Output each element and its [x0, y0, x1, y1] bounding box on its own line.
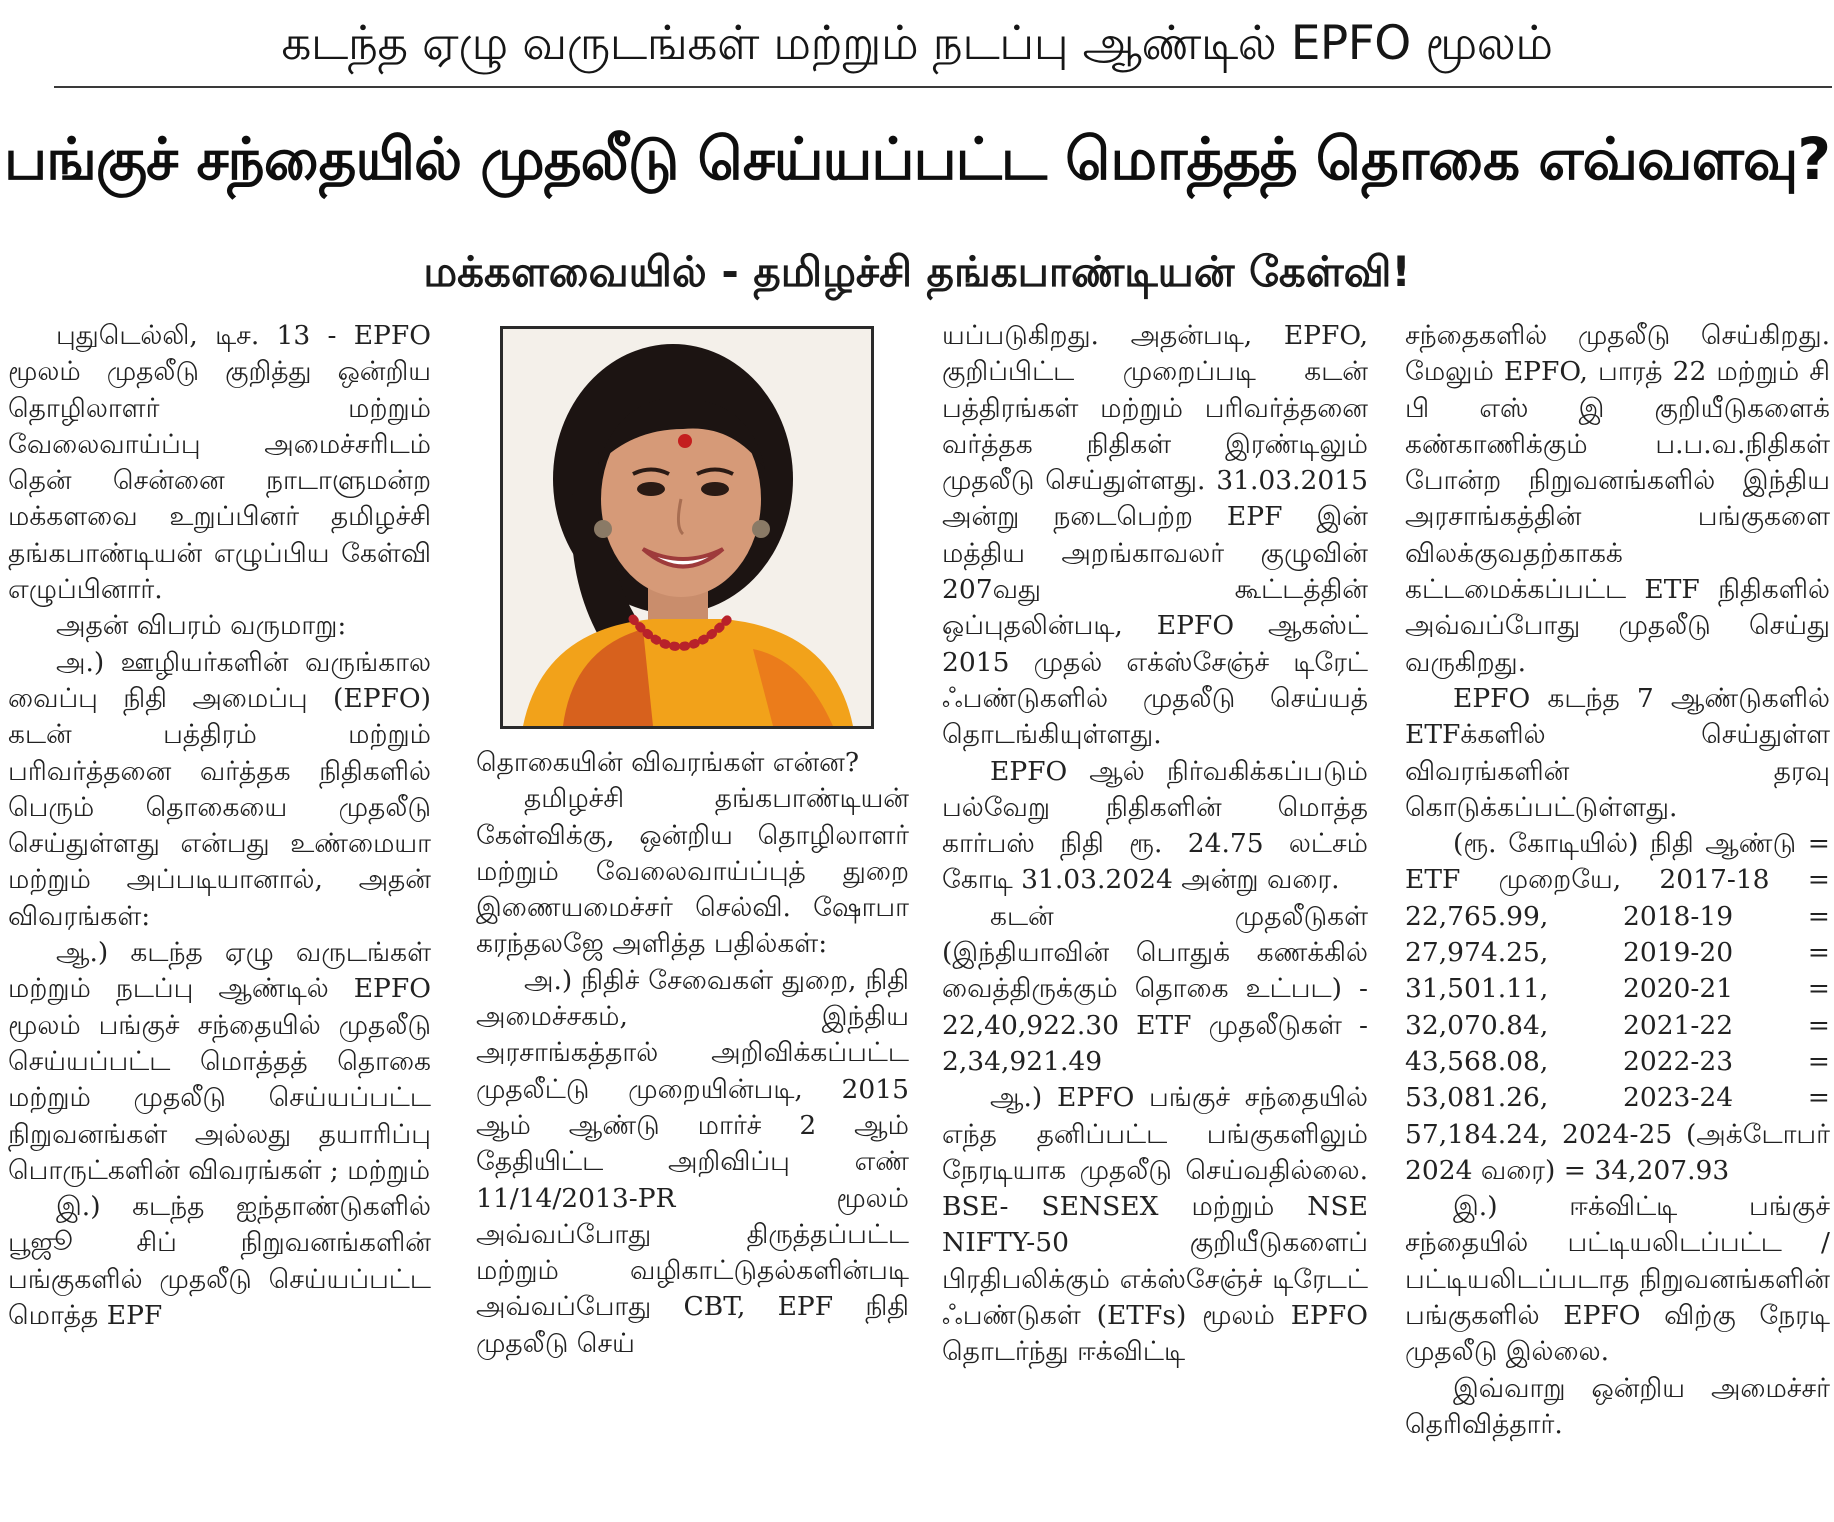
article-subhead: மக்களவையில் - தமிழச்சி தங்கபாண்டியன் கேள்வி!: [423, 247, 1411, 296]
kicker-divider: [54, 86, 1832, 88]
article-kicker: கடந்த ஏழு வருடங்கள் மற்றும் நடப்பு ஆண்டில் EPFO மூலம்: [281, 16, 1553, 71]
paragraph: (ரூ. கோடியில்) நிதி ஆண்டு = ETF முறையே, 2017-18 = 22,765.99, 2018-19 = 27,974.25, 2019-20 = 31,501.11, 2020-21 = 32,070.84, 2021-22 = 43,568.08, 2022-23 = 53,081.26, 2023-24 = 57,184.24, 2024-25 (அக்டோபர் 2024 வரை) = 34,207.93: [1405, 828, 1830, 1186]
paragraph: இவ்வாறு ஒன்றிய அமைச்சர் தெரிவித்தார்.: [1405, 1372, 1830, 1440]
paragraph: இ.) கடந்த ஐந்தாண்டுகளில் பூஜூ சிப் நிறுவனங்களின் பங்குகளில் முதலீடு செய்யப்பட்ட மொத்த EPF: [8, 1191, 431, 1332]
paragraph: அதன் விபரம் வருமாறு:: [56, 610, 347, 642]
paragraph: புதுடெல்லி, டிச. 13 - EPFO மூலம் முதலீடு குறித்து ஒன்றிய தொழிலாளர் மற்றும் வேலைவாய்ப்பு அமைச்சரிடம் தென் சென்னை நாடாளுமன்ற மக்களவை உறுப்பினர் தமிழச்சி தங்கபாண்டியன் எழுப்பிய கேள்வி எழுப்பினார்.: [8, 320, 431, 606]
paragraph: சந்தைகளில் முதலீடு செய்கிறது. மேலும் EPFO, பாரத் 22 மற்றும் சி பி எஸ் இ குறியீடுகளைக் கண்காணிக்கும் ப.ப.வ.நிதிகள் போன்ற நிறுவனங்களில் இந்திய அரசாங்கத்தின் பங்குகளை விலக்குவதற்காகக் கட்டமைக்கப்பட்ட ETF நிதிகளில் அவ்வப்போது முதலீடு செய்து வருகிறது.: [1405, 320, 1830, 678]
paragraph: EPFO கடந்த 7 ஆண்டுகளில் ETFக்களில் செய்துள்ள விவரங்களின் தரவு கொடுக்கப்பட்டுள்ளது.: [1405, 682, 1830, 823]
article-column-4: [1405, 318, 1830, 1518]
paragraph: இ.) ஈக்விட்டி பங்குச் சந்தையில் பட்டியலிடப்பட்ட / பட்டியலிடப்படாத நிறுவனங்களின் பங்குகளில் EPFO விற்கு நேரடி முதலீடு இல்லை.: [1405, 1191, 1830, 1368]
paragraph: EPFO ஆல் நிர்வகிக்கப்படும் பல்வேறு நிதிகளின் மொத்த கார்பஸ் நிதி ரூ. 24.75 லட்சம் கோடி 31.03.2024 அன்று வரை.: [942, 755, 1368, 896]
portrait-illustration: [503, 329, 871, 726]
paragraph: யப்படுகிறது. அதன்படி, EPFO, குறிப்பிட்ட முறைப்படி கடன் பத்திரங்கள் மற்றும் பரிவர்த்தனை வர்த்தக நிதிகள் இரண்டிலும் முதலீடு செய்துள்ளது. 31.03.2015 அன்று நடைபெற்ற EPF இன் மத்திய அறங்காவலர் குழுவின் 207வது கூட்டத்தின் ஒப்புதலின்படி, EPFO ஆகஸ்ட் 2015 முதல் எக்ஸ்சேஞ்ச் டிரேட் ஃபண்டுகளில் முதலீடு செய்யத் தொடங்கியுள்ளது.: [942, 320, 1368, 751]
article-column-3: [942, 318, 1368, 1518]
article-column-1: [8, 318, 431, 1518]
paragraph: ஆ.) கடந்த ஏழு வருடங்கள் மற்றும் நடப்பு ஆண்டில் EPFO மூலம் பங்குச் சந்தையில் முதலீடு செய்யப்பட்ட மொத்தத் தொகை மற்றும் முதலீடு செய்யப்பட்ட நிறுவனங்கள் அல்லது தயாரிப்பு பொருட்களின் விவரங்கள் ; மற்றும்: [8, 937, 431, 1186]
paragraph: அ.) ஊழியர்களின் வருங்கால வைப்பு நிதி அமைப்பு (EPFO) கடன் பத்திரம் மற்றும் பரிவர்த்தனை வர்த்தக நிதிகளில் பெரும் தொகையை முதலீடு செய்துள்ளது என்பது உண்மையா மற்றும் அப்படியானால், அதன் விவரங்கள்:: [8, 646, 431, 932]
portrait-photo: [500, 326, 874, 729]
paragraph: ஆ.) EPFO பங்குச் சந்தையில் எந்த தனிப்பட்ட பங்குகளிலும் நேரடியாக முதலீடு செய்வதில்லை. BSE- SENSEX மற்றும் NSE NIFTY-50 குறியீடுகளைப் பிரதிபலிக்கும் எக்ஸ்சேஞ்ச் டிரேடட் ஃபண்டுகள் (ETFs) மூலம் EPFO தொடர்ந்து ஈக்விட்டி: [942, 1082, 1368, 1368]
paragraph: தொகையின் விவரங்கள் என்ன?: [476, 747, 860, 778]
article-column-2: [476, 745, 909, 1518]
article-headline: பங்குச் சந்தையில் முதலீடு செய்யப்பட்ட மொத்தத் தொகை எவ்வளவு?: [3, 125, 1831, 193]
paragraph: கடன் முதலீடுகள் (இந்தியாவின் பொதுக் கணக்கில் வைத்திருக்கும் தொகை உட்பட) - 22,40,922.30 ETF முதலீடுகள் - 2,34,921.49: [942, 900, 1368, 1077]
paragraph: அ.) நிதிச் சேவைகள் துறை, நிதி அமைச்சகம், இந்திய அரசாங்கத்தால் அறிவிக்கப்பட்ட முதலீட்டு முறையின்படி, 2015 ஆம் ஆண்டு மார்ச் 2 ஆம் தேதியிட்ட அறிவிப்பு எண் 11/14/2013-PR மூலம் அவ்வப்போது திருத்தப்பட்ட மற்றும் வழிகாட்டுதல்களின்படி அவ்வப்போது CBT, EPF நிதி முதலீடு செய்: [476, 964, 909, 1359]
paragraph: தமிழச்சி தங்கபாண்டியன் கேள்விக்கு, ஒன்றிய தொழிலாளர் மற்றும் வேலைவாய்ப்புத் துறை இணையமைச்சர் செல்வி. ஷோபா கரந்தலஜே அளித்த பதில்கள்:: [476, 783, 909, 960]
